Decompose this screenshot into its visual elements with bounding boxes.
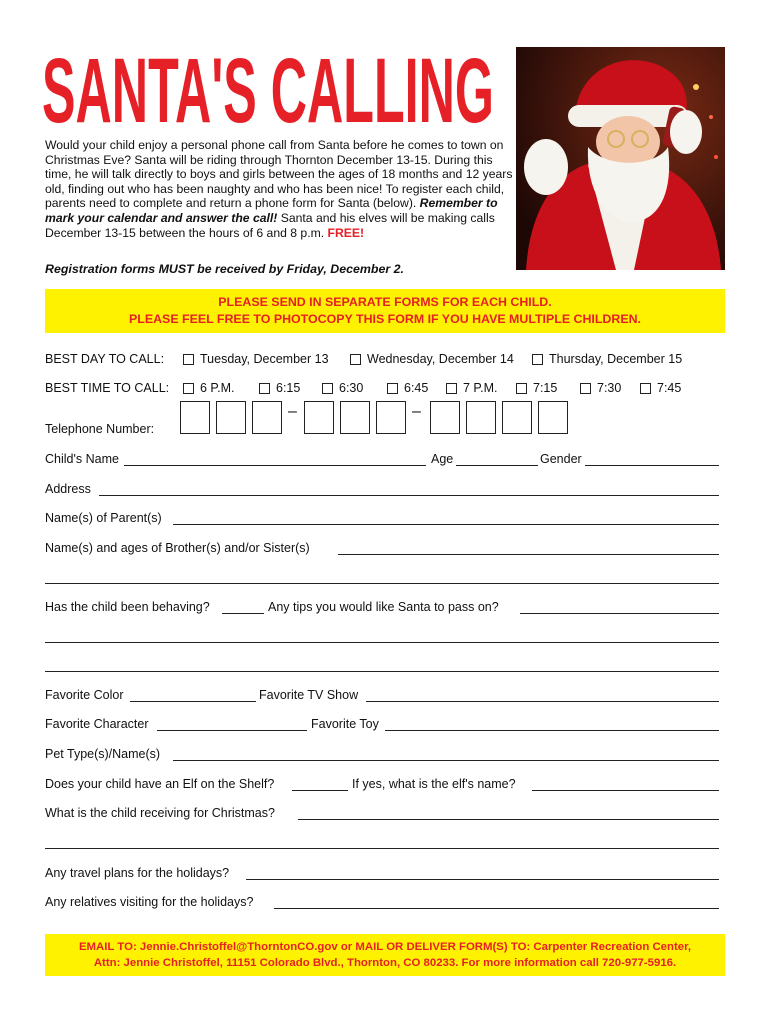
behaving-input[interactable] [222,613,264,614]
checkbox[interactable] [532,354,543,365]
day-option-tuesday[interactable] [183,352,329,366]
phone-digit-box[interactable] [180,401,210,434]
fav-toy-label: Favorite Toy [311,717,379,731]
notice-line-1: PLEASE SEND IN SEPARATE FORMS FOR EACH CHILD. [218,295,552,309]
checkbox[interactable] [183,383,194,394]
intro-text-2: Santa and his elves will be making calls December 13-15 between the hours of 6 and 8 p.m. [45,210,495,240]
time-option-label: 7:15 [533,381,558,395]
checkbox[interactable] [640,383,651,394]
time-option-label: 7:45 [657,381,682,395]
day-option-label: Wednesday, December 14 [367,352,514,366]
gender-input[interactable] [585,465,719,466]
phone-digit-box[interactable] [252,401,282,434]
time-option-label: 7 P.M. [463,381,498,395]
day-option-label: Thursday, December 15 [549,352,683,366]
pets-input[interactable] [173,760,719,761]
time-option-label: 7:30 [597,381,622,395]
checkbox[interactable] [259,383,270,394]
tips-input-line-2[interactable] [45,642,719,643]
phone-digit-box[interactable] [502,401,532,434]
checkbox[interactable] [183,354,194,365]
child-name-input[interactable] [124,465,426,466]
santa-photo [516,47,725,270]
time-option-label: 6:45 [404,381,429,395]
intro-text: Would your child enjoy a personal phone call from Santa before he comes to town on Christmas Eve? Santa will be riding through Thornton December 13-15. During this time, he will talk directly to boys and girls between the ages of 18 months and 12 years old, finding out who has been naughty and who has been nice! To register each child, parents need to complete and return a phone form for Santa (below). [45,138,513,211]
time-option[interactable] [640,381,681,395]
phone-digit-box[interactable] [340,401,370,434]
checkbox[interactable] [446,383,457,394]
fav-character-label: Favorite Character [45,717,149,731]
elf-label: Does your child have an Elf on the Shelf? [45,777,275,791]
checkbox[interactable] [580,383,591,394]
travel-input[interactable] [246,879,719,880]
parents-label: Name(s) of Parent(s) [45,511,162,525]
checkbox[interactable] [322,383,333,394]
receiving-label: What is the child receiving for Christmas? [45,806,275,820]
phone-dash: – [412,403,421,420]
notice-banner [45,289,725,333]
receiving-input-line-2[interactable] [45,848,719,849]
title-text: SANTA'S CALLING [42,40,494,142]
phone-digit-box[interactable] [376,401,406,434]
best-day-label: BEST DAY TO CALL: [45,352,165,366]
page-title [40,40,500,142]
tips-label: Any tips you would like Santa to pass on? [268,600,499,614]
deadline-text: Registration forms MUST be received by Friday, December 2. [45,262,404,276]
notice-line-2: PLEASE FEEL FREE TO PHOTOCOPY THIS FORM IF YOU HAVE MULTIPLE CHILDREN. [129,312,641,326]
day-option-label: Tuesday, December 13 [200,352,329,366]
age-label: Age [431,452,454,466]
phone-digit-box[interactable] [304,401,334,434]
receiving-input[interactable] [298,819,719,820]
free-label: FREE! [327,225,365,240]
time-option-label: 6 P.M. [200,381,235,395]
fav-tv-input[interactable] [366,701,719,702]
child-name-label: Child's Name [45,452,119,466]
time-option[interactable] [580,381,621,395]
time-option-label: 6:30 [339,381,364,395]
telephone-label: Telephone Number: [45,422,155,436]
address-label: Address [45,482,91,496]
relatives-label: Any relatives visiting for the holidays? [45,895,254,909]
behaving-label: Has the child been behaving? [45,600,210,614]
siblings-label: Name(s) and ages of Brother(s) and/or Sister(s) [45,541,310,555]
phone-dash: – [288,403,297,420]
gender-label: Gender [540,452,582,466]
time-option[interactable] [259,381,300,395]
fav-character-input[interactable] [157,730,307,731]
checkbox[interactable] [516,383,527,394]
travel-label: Any travel plans for the holidays? [45,866,230,880]
elf-name-input[interactable] [532,790,719,791]
fav-toy-input[interactable] [385,730,719,731]
fav-color-label: Favorite Color [45,688,124,702]
time-option[interactable] [516,381,557,395]
elf-input[interactable] [292,790,348,791]
siblings-input-line-2[interactable] [45,583,719,584]
relatives-input[interactable] [274,908,719,909]
tips-input[interactable] [520,613,719,614]
time-option[interactable] [387,381,428,395]
tips-input-line-3[interactable] [45,671,719,672]
pets-label: Pet Type(s)/Name(s) [45,747,161,761]
address-input[interactable] [99,495,719,496]
intro-paragraph [45,138,515,240]
elf-name-label: If yes, what is the elf's name? [352,777,516,791]
intro-emphasis: Remember to mark your calendar and answer the call! [45,196,498,225]
age-input[interactable] [456,465,538,466]
fav-tv-label: Favorite TV Show [259,688,359,702]
checkbox[interactable] [387,383,398,394]
footer-banner [45,934,725,976]
phone-digit-box[interactable] [216,401,246,434]
fav-color-input[interactable] [130,701,256,702]
time-option[interactable] [446,381,498,395]
best-time-label: BEST TIME TO CALL: [45,381,170,395]
day-option-wednesday[interactable] [350,352,514,366]
time-option[interactable] [322,381,363,395]
footer-line-2: Attn: Jennie Christoffel, 11151 Colorado Blvd., Thornton, CO 80233. For more information call 720-977-5916. [93,957,677,969]
time-option-label: 6:15 [276,381,301,395]
checkbox[interactable] [350,354,361,365]
footer-line-1: EMAIL TO: Jennie.Christoffel@ThorntonCO.gov or MAIL OR DELIVER FORM(S) TO: Carpenter Recreation Center, [78,941,692,953]
day-option-thursday[interactable] [532,352,682,366]
phone-digit-box[interactable] [430,401,460,434]
parents-input[interactable] [173,524,719,525]
phone-digit-box[interactable] [466,401,496,434]
time-option[interactable] [183,381,235,395]
phone-digit-box[interactable] [538,401,568,434]
siblings-input[interactable] [338,554,719,555]
